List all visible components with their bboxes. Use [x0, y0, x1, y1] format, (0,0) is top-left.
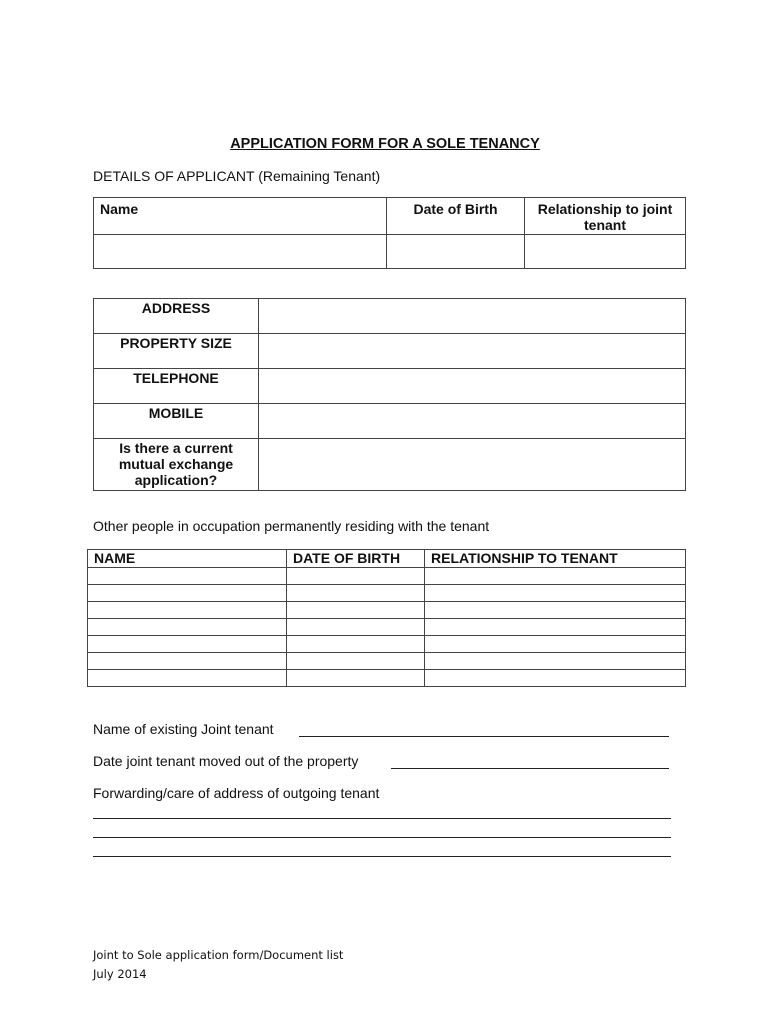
mutual-exchange-label: Is there a current mutual exchange application? [94, 439, 259, 491]
mobile-label: MOBILE [94, 404, 259, 439]
occupant-relationship-cell[interactable] [425, 568, 686, 585]
occupant-dob-cell[interactable] [287, 636, 425, 653]
form-title: APPLICATION FORM FOR A SOLE TENANCY [230, 136, 540, 152]
occupant-relationship-cell[interactable] [425, 585, 686, 602]
occupant-dob-cell[interactable] [287, 653, 425, 670]
occupant-name-cell[interactable] [88, 602, 287, 619]
occupant-relationship-cell[interactable] [425, 636, 686, 653]
occupant-relationship-cell[interactable] [425, 653, 686, 670]
occupant-relationship-cell[interactable] [425, 619, 686, 636]
table-row [88, 636, 686, 653]
occupant-name-cell[interactable] [88, 619, 287, 636]
occupant-dob-cell[interactable] [287, 670, 425, 687]
existing-joint-tenant-line[interactable] [299, 736, 669, 737]
property-size-label: PROPERTY SIZE [94, 334, 259, 369]
telephone-field[interactable] [259, 369, 686, 404]
occupant-dob-cell[interactable] [287, 568, 425, 585]
date-moved-out-line[interactable] [391, 768, 669, 769]
footer-date: July 2014 [93, 967, 147, 981]
table-row [88, 653, 686, 670]
applicant-relationship-field[interactable] [525, 235, 686, 269]
occupant-dob-cell[interactable] [287, 619, 425, 636]
table-row [88, 568, 686, 585]
forwarding-address-line-2[interactable] [93, 837, 671, 838]
telephone-label: TELEPHONE [94, 369, 259, 404]
forwarding-address-label: Forwarding/care of address of outgoing tenant [93, 785, 380, 801]
header-name: Name [94, 198, 387, 235]
occupant-name-cell[interactable] [88, 585, 287, 602]
property-table [93, 298, 686, 491]
applicant-dob-field[interactable] [387, 235, 525, 269]
property-size-field[interactable] [259, 334, 686, 369]
address-label: ADDRESS [94, 299, 259, 334]
occupants-header-name: NAME [88, 550, 287, 568]
existing-joint-tenant-label: Name of existing Joint tenant [93, 721, 274, 737]
occupant-name-cell[interactable] [88, 670, 287, 687]
header-relationship: Relationship to joint tenant [525, 198, 686, 235]
occupant-relationship-cell[interactable] [425, 670, 686, 687]
occupants-table [87, 549, 686, 687]
other-people-label: Other people in occupation permanently residing with the tenant [93, 518, 490, 534]
occupant-name-cell[interactable] [88, 568, 287, 585]
table-row [88, 585, 686, 602]
forwarding-address-line-3[interactable] [93, 856, 671, 857]
occupant-relationship-cell[interactable] [425, 602, 686, 619]
mobile-field[interactable] [259, 404, 686, 439]
date-moved-out-label: Date joint tenant moved out of the property [93, 753, 359, 769]
occupants-header-dob: DATE OF BIRTH [287, 550, 425, 568]
address-field[interactable] [259, 299, 686, 334]
footer-document-name: Joint to Sole application form/Document list [93, 948, 344, 962]
header-date-of-birth: Date of Birth [387, 198, 525, 235]
occupant-name-cell[interactable] [88, 653, 287, 670]
occupant-dob-cell[interactable] [287, 585, 425, 602]
forwarding-address-line-1[interactable] [93, 818, 671, 819]
applicant-name-field[interactable] [94, 235, 387, 269]
occupants-header-relationship: RELATIONSHIP TO TENANT [425, 550, 686, 568]
table-row [88, 670, 686, 687]
mutual-exchange-field[interactable] [259, 439, 686, 491]
occupant-dob-cell[interactable] [287, 602, 425, 619]
section-subtitle: DETAILS OF APPLICANT (Remaining Tenant) [93, 168, 381, 184]
applicant-table [93, 197, 686, 269]
occupant-name-cell[interactable] [88, 636, 287, 653]
table-row [88, 602, 686, 619]
table-row [88, 619, 686, 636]
